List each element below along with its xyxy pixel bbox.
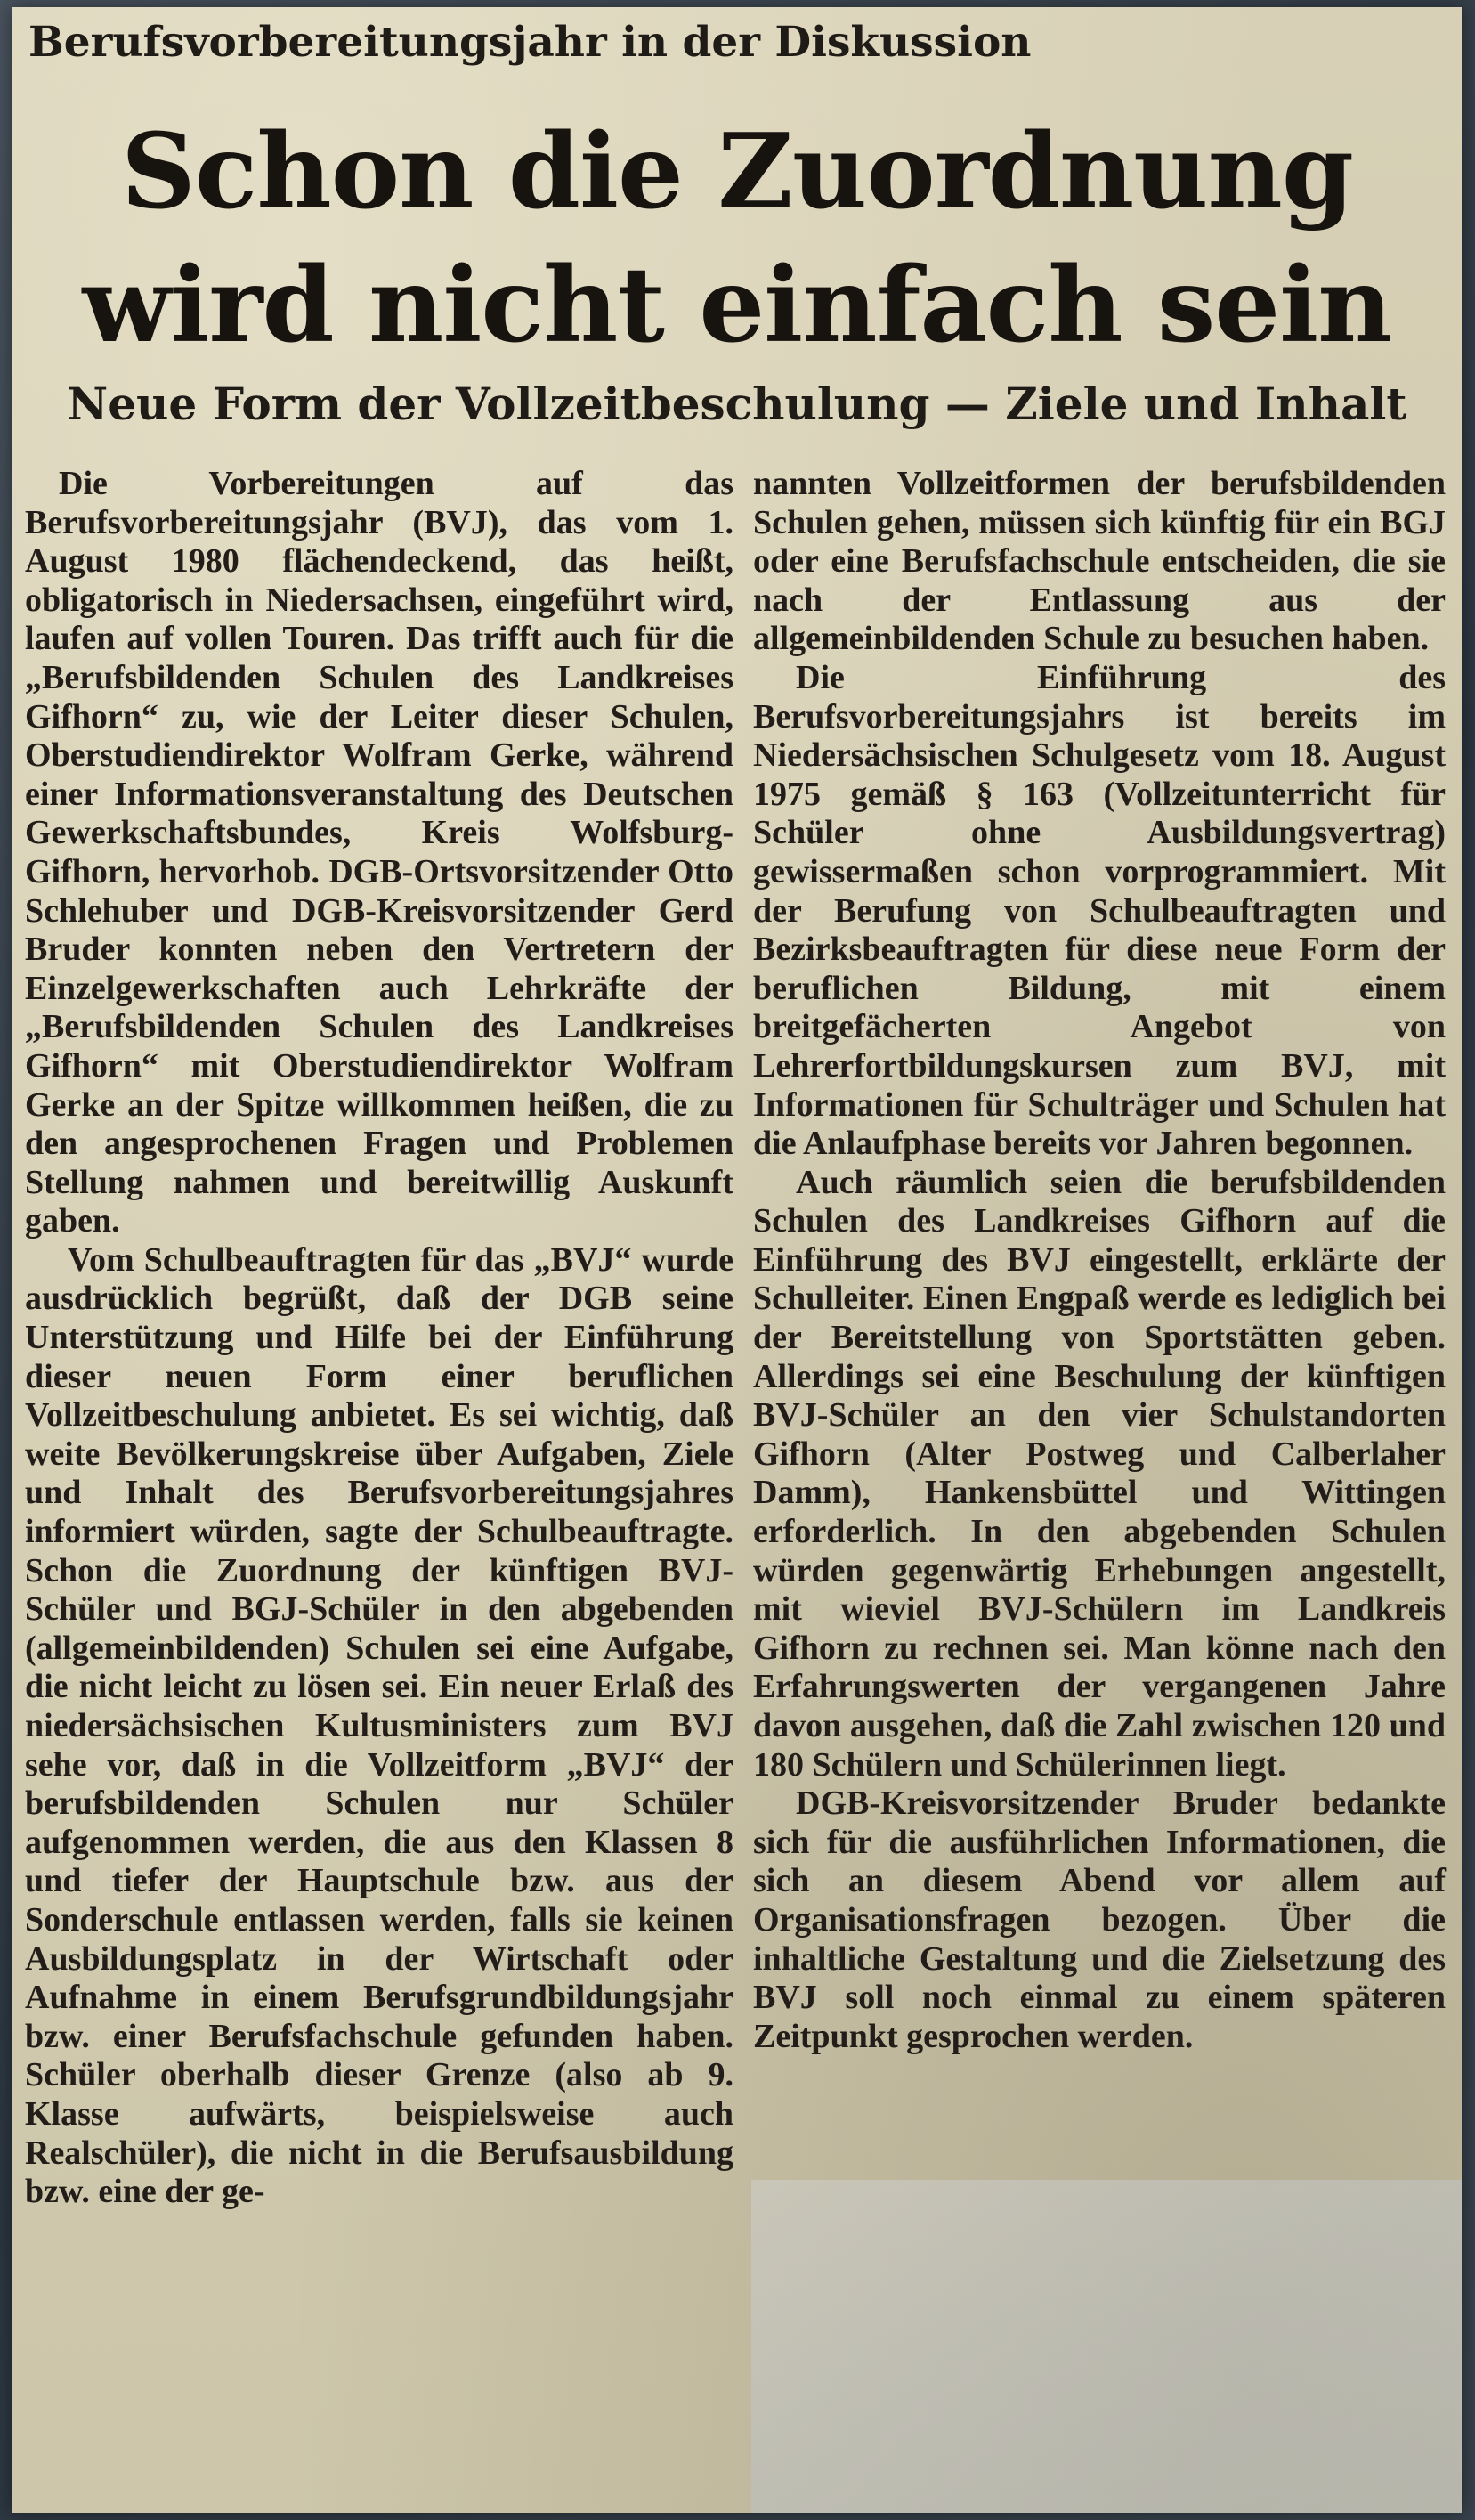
body-column-left — [25, 465, 733, 2212]
article-kicker: Berufsvorbereitungsjahr in der Diskussion — [28, 18, 1032, 67]
body-paragraph: Die Vorbereitungen auf das Berufsvorbereitungsjahr (BVJ), das vom 1. August 1980 flächendeckend, das heißt, obligatorisch in Niedersachsen, eingeführt wird, laufen auf vollen Touren. Das trifft auch für die „Berufsbildenden Schulen des Landkreises Gifhorn“ zu, wie der Leiter dieser Schulen, Oberstudiendirektor Wolfram Gerke, während einer Informationsveranstaltung des Deutschen Gewerkschaftsbundes, Kreis Wolfsburg-Gifhorn, hervorhob. DGB-Ortsvorsitzender Otto Schlehuber und DGB-Kreisvorsitzender Gerd Bruder konnten neben den Vertretern der Einzelgewerkschaften auch Lehrkräfte der „Berufsbildenden Schulen des Landkreises Gifhorn“ mit Oberstudiendirektor Wolfram Gerke an der Spitze willkommen heißen, die zu den angesprochenen Fragen und Problemen Stellung nahmen und bereitwillig Auskunft gaben. — [25, 465, 733, 1240]
newspaper-clipping — [12, 7, 1462, 2513]
paper-fold-shadow — [751, 2180, 1462, 2513]
body-paragraph: Auch räumlich seien die berufsbildenden Schulen des Landkreises Gifhorn auf die Einführung des BVJ eingestellt, erklärte der Schulleiter. Einen Engpaß werde es lediglich bei der Bereitstellung von Sportstätten geben. Allerdings sei eine Beschulung der künftigen BVJ-Schüler an den vier Schulstandorten Gifhorn (Alter Postweg und Calberlaher Damm), Hankensbüttel und Wittingen erforderlich. In den abgebenden Schulen würden gegenwärtig Erhebungen angestellt, mit wieviel BVJ-Schülern im Landkreis Gifhorn zu rechnen sei. Man könne nach den Erfahrungswerten der vergangenen Jahre davon ausgehen, daß die Zahl zwischen 120 und 180 Schülern und Schülerinnen liegt. — [753, 1163, 1446, 1784]
article-subheadline: Neue Form der Vollzeitbeschulung — Ziele und Inhalt — [67, 378, 1407, 430]
body-paragraph: Vom Schulbeauftragten für das „BVJ“ wurde ausdrücklich begrüßt, daß der DGB seine Unterstützung und Hilfe bei der Einführung dieser neuen Form einer beruflichen Vollzeitbeschulung anbietet. Es sei wichtig, daß weite Bevölkerungskreise über Aufgaben, Ziele und Inhalt des Berufsvorbereitungsjahres informiert würden, sagte der Schulbeauftragte. Schon die Zuordnung der künftigen BVJ-Schüler und BGJ-Schüler in den abgebenden (allgemeinbildenden) Schulen sei eine Aufgabe, die nicht leicht zu lösen sei. Ein neuer Erlaß des niedersächsischen Kultusministers zum BVJ sehe vor, daß in die Vollzeitform „BVJ“ der berufsbildenden Schulen nur Schüler aufgenommen werden, die aus den Klassen 8 und tiefer der Hauptschule bzw. aus der Sonderschule entlassen werden, falls sie keinen Ausbildungsplatz in der Wirtschaft oder Aufnahme in einem Berufsgrundbildungsjahr bzw. einer Berufsfachschule gefunden haben. Schüler oberhalb dieser Grenze (also ab 9. Klasse aufwärts, beispielsweise auch Realschüler), die nicht in die Berufsausbildung bzw. eine der ge- — [25, 1240, 733, 2211]
headline-line-1: Schon die Zuordnung — [121, 111, 1353, 232]
body-paragraph: DGB-Kreisvorsitzender Bruder bedankte sich für die ausführlichen Informationen, die sich an diesem Abend vor allem auf Organisationsfragen bezogen. Über die inhaltliche Gestaltung und die Zielsetzung des BVJ soll noch einmal zu einem späteren Zeitpunkt gesprochen werden. — [753, 1784, 1446, 2055]
body-paragraph: nannten Vollzeitformen der berufsbildenden Schulen gehen, müssen sich künftig für ein BGJ oder eine Berufsfachschule entscheiden, die sie nach der Entlassung aus der allgemeinbildenden Schule zu besuchen haben. — [753, 465, 1446, 658]
headline-line-2: wird nicht einfach sein — [82, 245, 1392, 366]
body-column-right — [753, 465, 1446, 2056]
body-paragraph: Die Einführung des Berufsvorbereitungsjahrs ist bereits im Niedersächsischen Schulgesetz vom 18. August 1975 gemäß § 163 (Vollzeitunterricht für Schüler ohne Ausbildungsvertrag) gewissermaßen schon vorprogrammiert. Mit der Berufung von Schulbeauftragten und Bezirksbeauftragten für diese neue Form der beruflichen Bildung, mit einem breitgefächerten Angebot von Lehrerfortbildungskursen zum BVJ, mit Informationen für Schulträger und Schulen hat die Anlaufphase bereits vor Jahren begonnen. — [753, 658, 1446, 1163]
